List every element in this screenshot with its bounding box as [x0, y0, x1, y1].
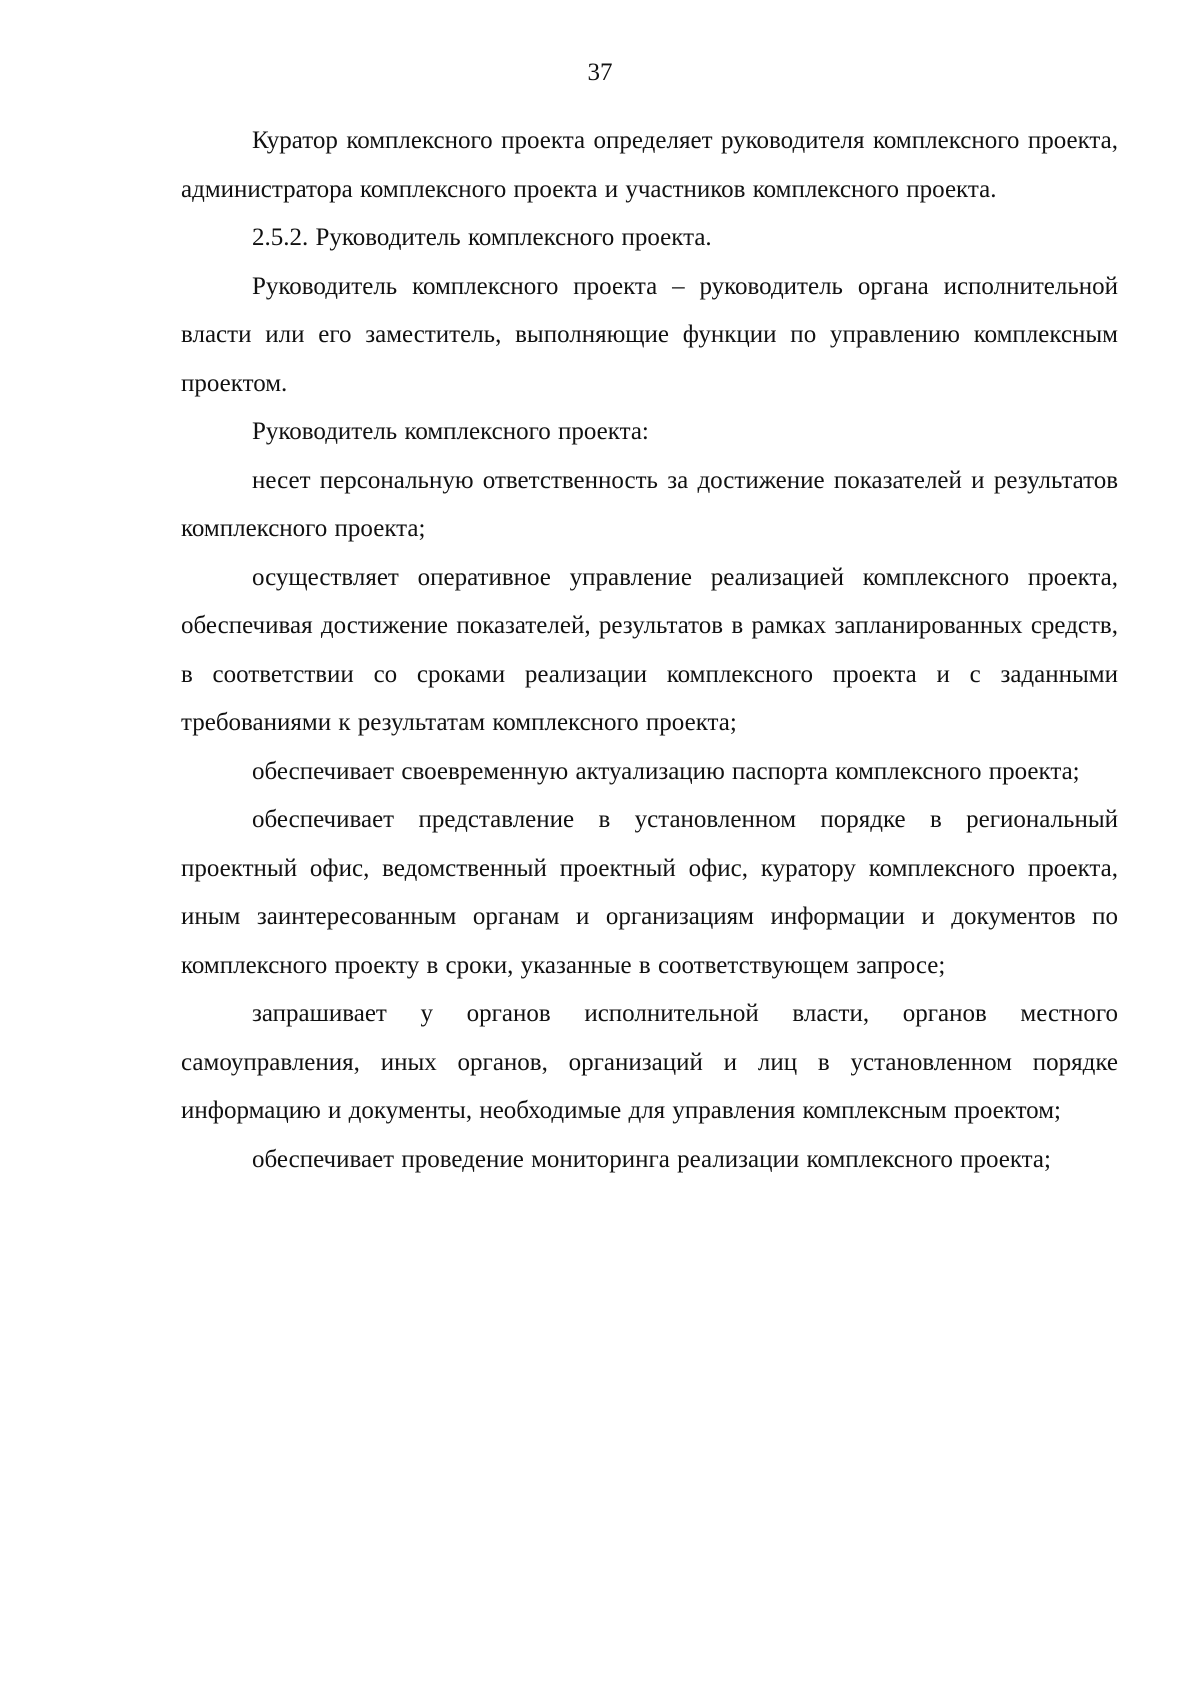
list-item-responsibility: несет персональную ответственность за достижение показателей и результатов комплексного проекта;	[181, 466, 1118, 542]
paragraph-curator: Куратор комплексного проекта определяет руководителя комплексного проекта, администратора комплексного проекта и участников комплексного проекта.	[181, 127, 1118, 203]
list-item-information-provision: обеспечивает представление в установленном порядке в региональный проектный офис, ведомственный проектный офис, куратору комплексного проекта, иным заинтересованным органам и организациям информации и документов по комплексного проекту в сроки, указанные в соответствующем запросе;	[181, 806, 1118, 979]
document-body	[181, 117, 1118, 1184]
list-item-information-request: запрашивает у органов исполнительной власти, органов местного самоуправления, иных органов, организаций и лиц в установленном порядке информацию и документы, необходимые для управления комплексным проектом;	[181, 1000, 1118, 1124]
paragraph-definition: Руководитель комплексного проекта – руководитель органа исполнительной власти или его заместитель, выполняющие функции по управлению комплексным проектом.	[181, 272, 1118, 397]
section-heading-2-5-2: 2.5.2. Руководитель комплексного проекта.	[252, 224, 712, 251]
list-item-operational-management: осуществляет оперативное управление реализацией комплексного проекта, обеспечивая достижение показателей, результатов в рамках запланированных средств, в соответствии со сроками реализации комплексного проекта и с заданными требованиями к результатам комплексного проекта;	[181, 563, 1118, 736]
list-item-monitoring: обеспечивает проведение мониторинга реализации комплексного проекта;	[252, 1145, 1051, 1173]
page-number: 37	[587, 59, 613, 86]
list-item-passport-update: обеспечивает своевременную актуализацию паспорта комплексного проекта;	[252, 757, 1080, 785]
paragraph-duties-intro: Руководитель комплексного проекта:	[252, 418, 649, 445]
